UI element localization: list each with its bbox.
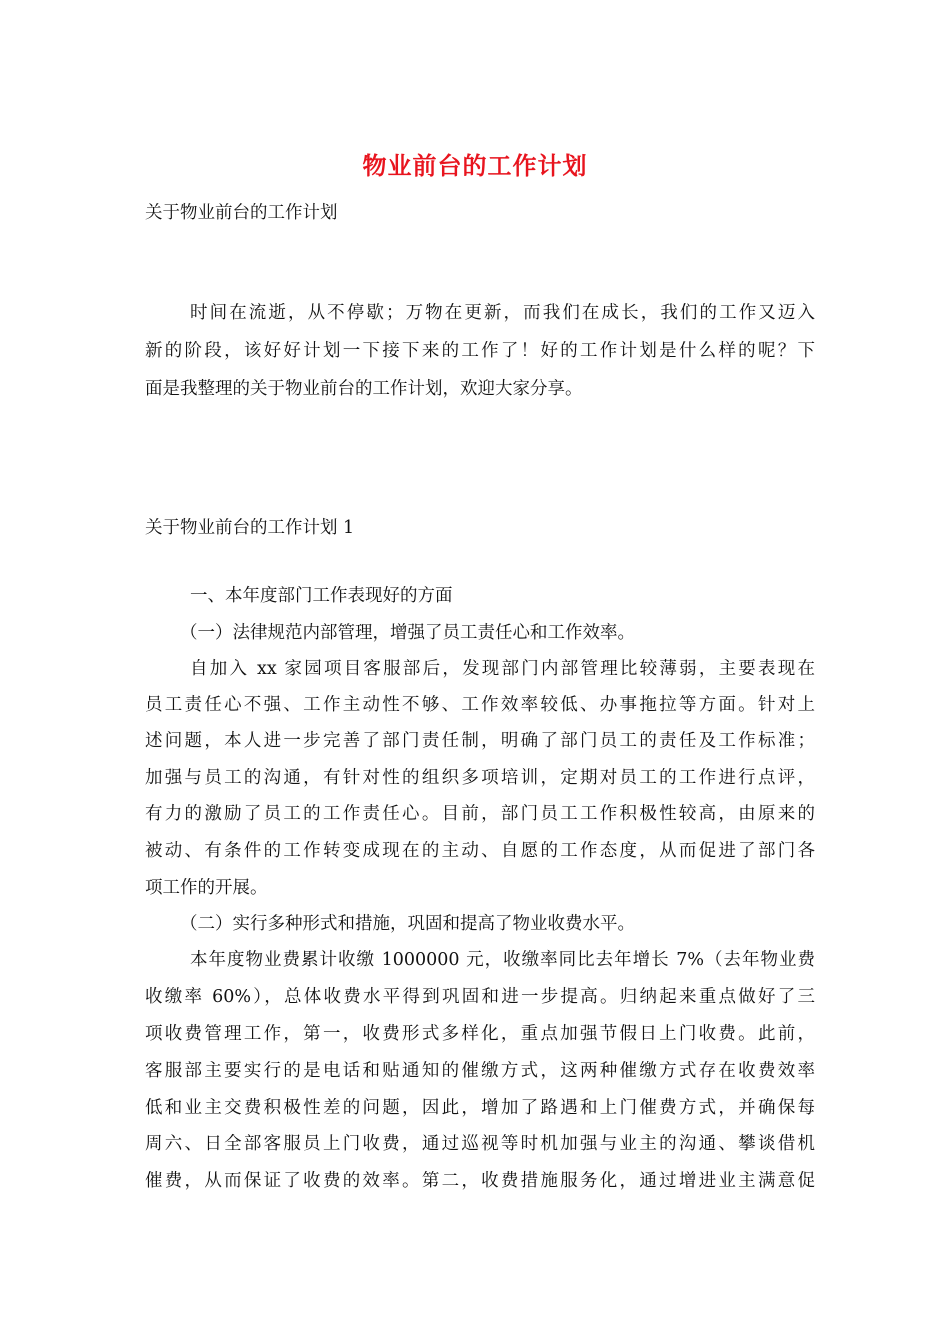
- para-1-line-4: 加强与员工的沟通，有针对性的组织多项培训，定期对员工的工作进行点评，: [145, 768, 815, 788]
- sub-heading-1: （一）法律规范内部管理，增强了员工责任心和工作效率。: [180, 623, 635, 643]
- para-1-line-1: 自加入 xx 家园项目客服部后，发现部门内部管理比较薄弱，主要表现在: [190, 659, 815, 679]
- subtitle: 关于物业前台的工作计划: [145, 203, 338, 223]
- para-2-line-6: 周六、日全部客服员上门收费，通过巡视等时机加强与业主的沟通、攀谈借机: [145, 1134, 815, 1154]
- para-2-line-7: 催费，从而保证了收费的效率。第二，收费措施服务化，通过增进业主满意促: [145, 1171, 815, 1191]
- para-1-line-7: 项工作的开展。: [145, 878, 268, 898]
- para-1-line-2: 员工责任心不强、工作主动性不够、工作效率较低、办事拖拉等方面。针对上: [145, 695, 815, 715]
- para-2-line-1: 本年度物业费累计收缴 1000000 元，收缴率同比去年增长 7%（去年物业费: [190, 950, 815, 970]
- document-title: 物业前台的工作计划: [362, 151, 588, 180]
- para-2-line-4: 客服部主要实行的是电话和贴通知的催缴方式，这两种催缴方式存在收费效率: [145, 1061, 815, 1081]
- heading-1: 一、本年度部门工作表现好的方面: [190, 586, 453, 606]
- para-1-line-5: 有力的激励了员工的工作责任心。目前，部门员工工作积极性较高，由原来的: [145, 804, 815, 824]
- para-1-line-3: 述问题，本人进一步完善了部门责任制，明确了部门员工的责任及工作标准；: [145, 731, 815, 751]
- intro-line-3: 面是我整理的关于物业前台的工作计划，欢迎大家分享。: [145, 379, 583, 399]
- para-2-line-3: 项收费管理工作，第一，收费形式多样化，重点加强节假日上门收费。此前，: [145, 1024, 815, 1044]
- intro-line-2: 新的阶段，该好好计划一下接下来的工作了！好的工作计划是什么样的呢？下: [145, 341, 815, 361]
- para-2-line-5: 低和业主交费积极性差的问题，因此，增加了路遇和上门催费方式，并确保每: [145, 1098, 815, 1118]
- sub-heading-2: （二）实行多种形式和措施，巩固和提高了物业收费水平。: [180, 914, 635, 934]
- intro-line-1: 时间在流逝，从不停歇；万物在更新，而我们在成长，我们的工作又迈入: [190, 303, 815, 323]
- para-1-line-6: 被动、有条件的工作转变成现在的主动、自愿的工作态度，从而促进了部门各: [145, 841, 815, 861]
- section-title: 关于物业前台的工作计划 1: [145, 518, 355, 538]
- para-2-line-2: 收缴率 60%），总体收费水平得到巩固和进一步提高。归纳起来重点做好了三: [145, 987, 815, 1007]
